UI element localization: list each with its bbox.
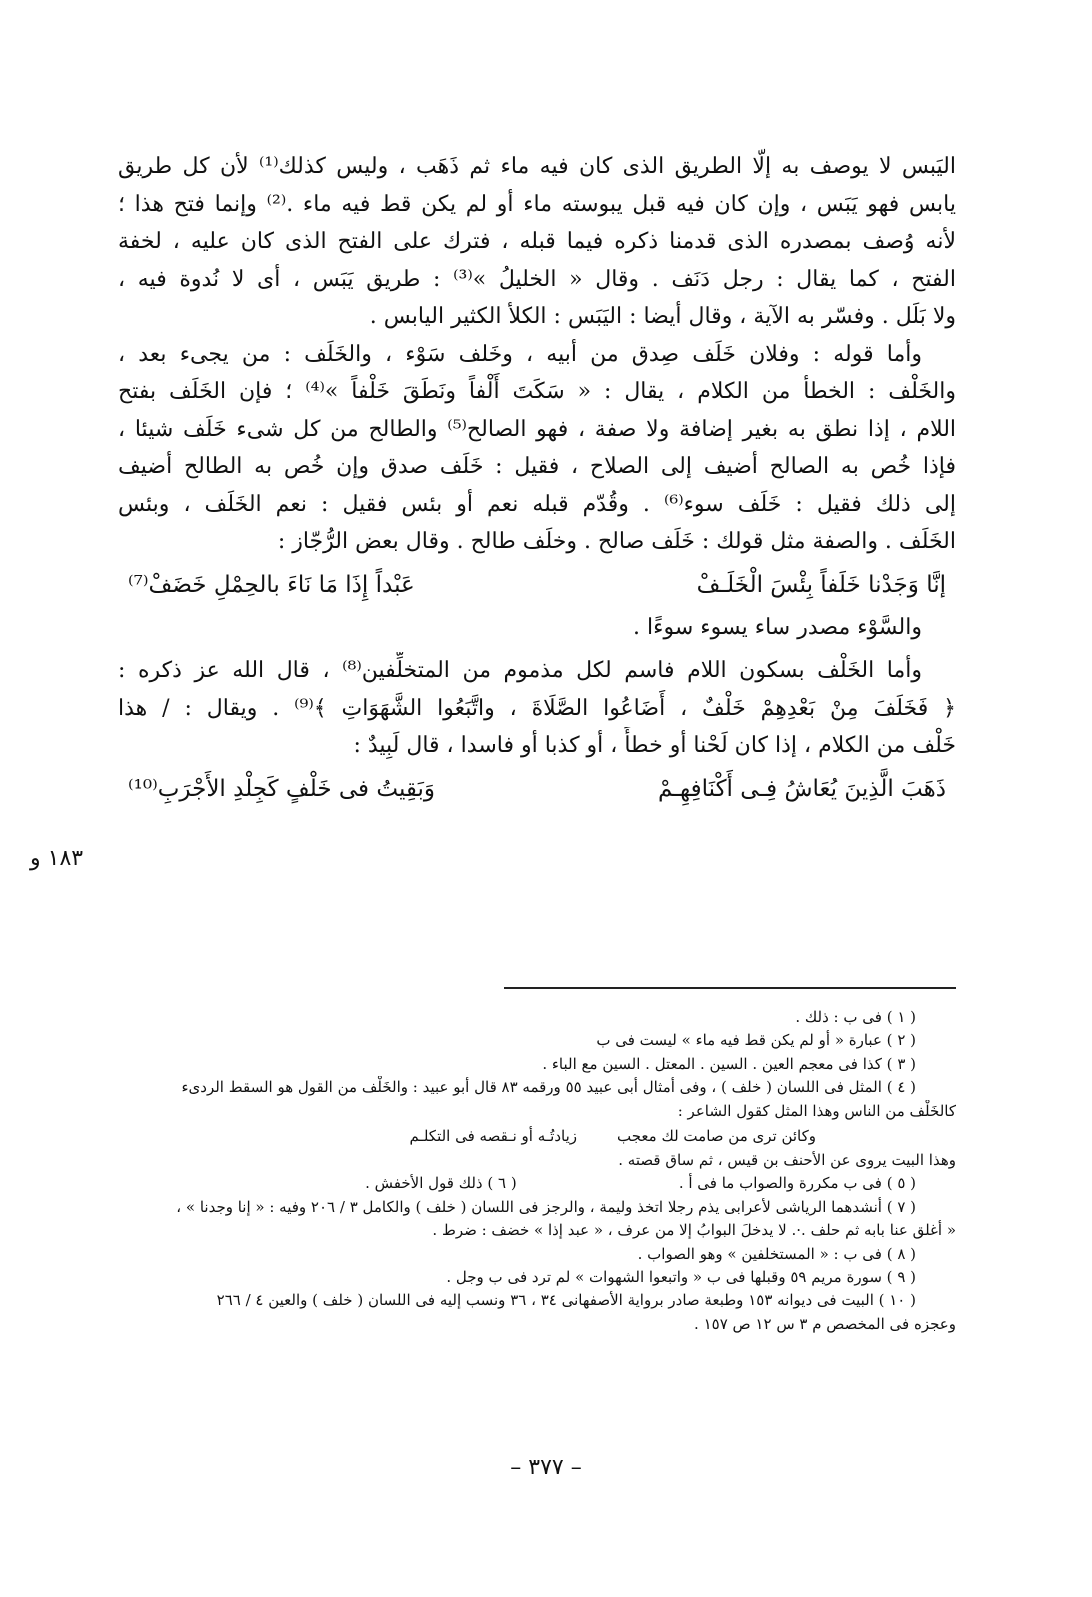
text-line: اللام ، إذا نطق به بغير إضافة ولا صفة ، فهو الصالح⁽⁵⁾ والطالح من كل شىء خَلَف شيئا ، — [118, 416, 956, 442]
text-line: ﴿ فَخَلَفَ مِنْ بَعْدِهِمْ خَلْفٌ ، أَضَاعُوا الصَّلَاةَ ، واتَّبَعُوا الشَّهَوَاتِ ﴾⁽⁹⁾ . ويقال : / هذا — [118, 695, 956, 721]
text-line: الخَلَف . والصفة مثل قولك : خَلَف صالح . وخلَف طالح . وقال بعض الرُّجّاز : — [277, 529, 956, 554]
text-line: اليَبس لا يوصف به إلّا الطريق الذى كان فيه ماء ثم ذَهَب ، وليس كذلك⁽¹⁾ لأن كل طريق — [118, 154, 956, 179]
footnote: ( ١ ) فى ب : ذلك . — [795, 1008, 916, 1026]
text-line: إلى ذلك فقيل : خَلَف سوء⁽⁶⁾ . وقُدّم قبله نعم أو بئس فقيل : نعم الخَلَف ، وبئس — [118, 491, 956, 517]
footnote: ( ١٠ ) البيت فى ديوانه ١٥٣ وطبعة صادر برواية الأصفهانى ٣٤ ، ٣٦ ونسب إليه فى اللسان ( خلف ) والعين ٤ / ٢٦٦ — [216, 1291, 916, 1310]
text-line: فإذا خُص به الصالح أضيف إلى الصلاح ، فقيل : خَلَف صدق وإن خُص به الطالح أضيف — [118, 454, 956, 479]
verse-first-hemistich: وكائن ترى من صامت لك معجب — [617, 1126, 816, 1145]
verse-labid — [118, 765, 956, 813]
footnote: « أغلق عنا بابه ثم حلف .·. لا يدخلَ البوابُ إلا من عرف ، « عبد إذا » خضف : ضرط . — [432, 1221, 956, 1240]
footnote: ( ٧ ) أنشدهما الرياشى لأعرابى يذم رجلا اتخذ وليمة ، والرجز فى اللسان ( خلف ) والكامل ٣ / ٢٠٦ وفيه : « إنا وجدنا » ، — [176, 1197, 916, 1216]
footnote-divider — [504, 987, 956, 989]
footnote: ( ٣ ) كذا فى معجم العين . السين . المعتل . السين مع الباء . — [542, 1054, 916, 1073]
verse-second-hemistich: زيادتُـه أو نـقصه فى التكلـم — [409, 1126, 577, 1145]
footnote: كالخَلْف من الناس وهذا المثل كقول الشاعر : — [677, 1101, 956, 1120]
text-line: خَلْف من الكلام ، إذا كان لَحْنا أو خطأً ، أو كذبا أو فاسدا ، قال لَبِيدٌ : — [353, 733, 956, 758]
verse-second-hemistich: وَبَقِيتُ فى خَلْفٍ كَجِلْدِ الأَجْرَبِ⁽¹⁰⁾ — [128, 775, 436, 802]
text-line: والخَلْف : الخطأ من الكلام ، يقال : « سَكَتَ أَلْفاً ونَطَقَ خَلْفاً »⁽⁴⁾ ؛ فإن الخَلَف بفتح — [118, 379, 956, 404]
footnote-verse — [118, 1123, 956, 1149]
verse-second-hemistich: عَبْداً إِذَا مَا نَاءَ بالحِمْلِ خَضَفْ⁽⁷⁾ — [128, 571, 415, 598]
footnote: وعجزه فى المخصص م ٣ س ١٢ ص ١٥٧ . — [694, 1314, 956, 1333]
text-line: وأما الخَلْف بسكون اللام فاسم لكل مذموم من المتخلِّفين⁽⁸⁾ ، قال الله عز ذكره : — [118, 658, 922, 683]
text-line: يابس فهو يَبَس ، وإن كان فيه قبل يبوسته ماء أو لم يكن قط فيه ماء .⁽²⁾ وإنما فتح هذا ؛ — [118, 191, 956, 217]
text-line: لأنه وُصف بمصدره الذى قدمنا ذكره فيما قبله ، فترك على الفتح الذى كان عليه ، لخفة — [118, 229, 956, 254]
verse-rajaz — [118, 561, 956, 609]
footnote: ( ٤ ) المثل فى اللسان ( خلف ) ، وفى أمثال أبى عبيد ٥٥ ورقمه ٨٣ قال أبو عبيد : والخَلْف من القول هو السقط الردىء — [181, 1078, 916, 1097]
page-number: – ٣٧٧ – — [510, 1455, 582, 1480]
text-line: وأما قوله : وفلان خَلَف صِدق من أبيه ، وخَلف سَوْء ، والخَلَف : من يجىء بعد ، — [118, 341, 922, 367]
footnote: ( ٩ ) سورة مريم ٥٩ وقبلها فى ب « واتبعوا الشهوات » لم ترد فى ب وجل . — [446, 1267, 916, 1286]
text-line: والسَّوْء مصدر ساء يسوء سوءًا . — [633, 614, 922, 640]
footnotes — [118, 1006, 956, 1336]
footnote: ( ٨ ) فى ب : « المستخلفين » وهو الصواب . — [637, 1244, 916, 1263]
footnote: وهذا البيت يروى عن الأحنف بن قيس ، ثم ساق قصته . — [618, 1150, 956, 1169]
text-line: الفتح ، كما يقال : رجل دَنَف . وقال « الخليلُ »⁽³⁾ : طريق يَبَس ، أى لا نُدوة فيه ، — [118, 266, 956, 292]
main-text — [118, 148, 956, 813]
footnote: ( ٢ ) عبارة « أو لم يكن قط فيه ماء » ليست فى ب — [596, 1031, 916, 1050]
verse-first-hemistich: إنَّا وَجَدْنا خَلَفاً بِئْسَ الْخَلَـفْ — [696, 571, 946, 598]
verse-first-hemistich: ذَهَبَ الَّذِينَ يُعَاشُ فِـى أَكْنَافِهِـمْ — [658, 775, 946, 802]
footnote: ( ٥ ) فى ب مكررة والصواب ما فى أ . ( ٦ ) ذلك قول الأخفش . — [365, 1174, 916, 1193]
manuscript-folio-note: ١٨٣ و — [30, 846, 84, 871]
text-line: ولا بَلَل . وفسّر به الآية ، وقال أيضا : اليَبَس : الكلأ الكثير اليابس . — [369, 304, 956, 329]
